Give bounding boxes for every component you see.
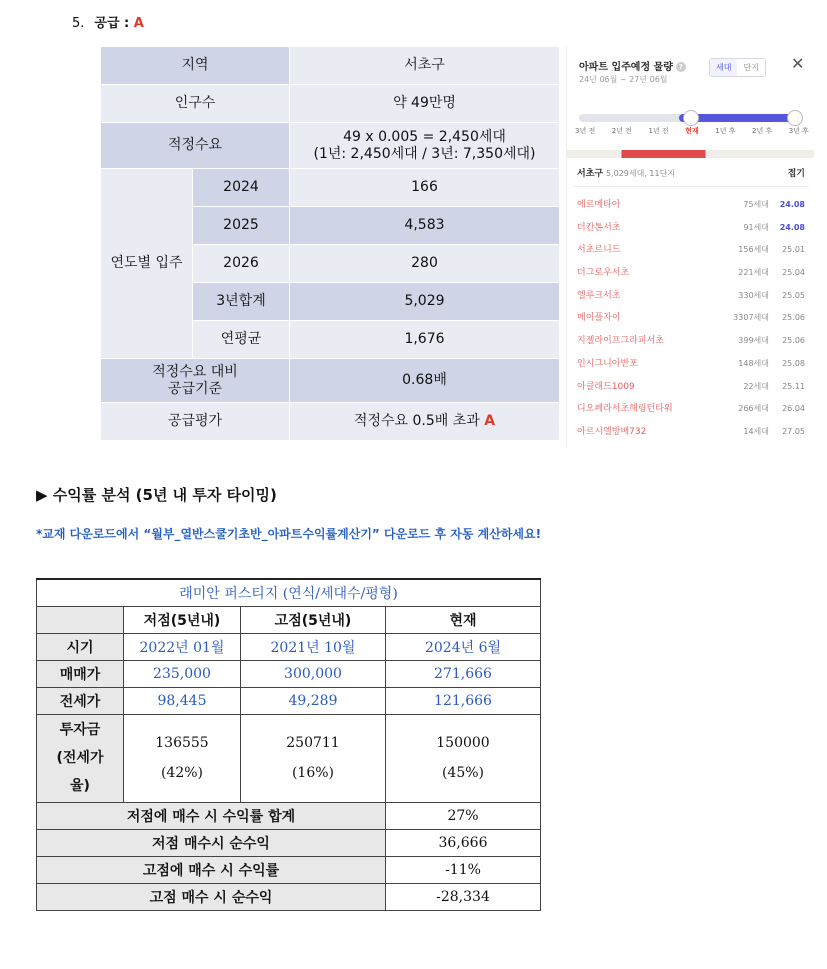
complex-households: 266세대	[738, 404, 769, 414]
annual-average-value: 1,676	[290, 321, 560, 359]
range-slider-start-handle[interactable]	[683, 110, 699, 126]
period-current: 2024년 6월	[386, 633, 541, 660]
panel-title-text: 아파트 입주예정 물량	[579, 62, 673, 73]
year-2026: 2026	[193, 245, 290, 283]
investment-low-ratio: (42%)	[160, 765, 204, 781]
annual-average: 연평균	[193, 321, 290, 359]
complex-move-in-date: 25.05	[782, 290, 805, 300]
complex-list-item[interactable]	[577, 239, 805, 262]
yearly-label: 연도별 입주	[101, 169, 193, 359]
investment-current-amount: 150000	[436, 735, 490, 751]
period-high: 2021년 10월	[241, 633, 386, 660]
complex-name: 지젤라이프그라피서초	[577, 336, 664, 347]
demand-formula: 49 x 0.005 = 2,450세대	[343, 128, 506, 145]
jeonse-low: 98,445	[124, 687, 241, 714]
year-2024: 2024	[193, 169, 290, 207]
complex-name: 아클래드1009	[577, 381, 635, 392]
complex-move-in-date: 25.01	[782, 245, 805, 255]
row-label-jeonse: 전세가	[37, 687, 124, 714]
ratio-value: 0.68배	[290, 359, 560, 403]
tick-label: 2년 후	[752, 127, 773, 135]
supply-table	[100, 46, 560, 441]
jeonse-current: 121,666	[386, 687, 541, 714]
tick-label: 3년 후	[788, 127, 809, 135]
summary-high-return-value: -11%	[386, 856, 541, 883]
row-label-investment	[37, 714, 124, 802]
complex-move-in-date: 25.06	[782, 336, 805, 346]
return-table	[36, 578, 541, 911]
complex-households: 148세대	[738, 358, 769, 368]
region-value: 서초구	[290, 47, 560, 85]
panel-title	[579, 58, 686, 73]
three-year-total-value: 5,029	[290, 283, 560, 321]
complex-list-item[interactable]	[577, 353, 805, 376]
evaluation-grade: A	[484, 413, 496, 429]
complex-move-in-date: 25.06	[782, 313, 805, 323]
complex-move-in-date: 26.04	[782, 404, 805, 414]
summary-low-profit-value: 36,666	[386, 829, 541, 856]
complex-households: 3307세대	[733, 313, 769, 323]
jeonse-high: 49,289	[241, 687, 386, 714]
investment-current-ratio: (45%)	[441, 765, 485, 781]
investment-high-amount: 250711	[286, 735, 340, 751]
year-2025-value: 4,583	[290, 207, 560, 245]
panel-period: 24년 06월 ~ 27년 06월	[579, 75, 668, 84]
unit-toggle[interactable]	[709, 58, 766, 77]
complex-name: 인시그니아반포	[577, 358, 638, 369]
complex-move-in-date: 25.11	[782, 381, 805, 391]
complex-households: 91세대	[743, 222, 769, 232]
header-corner	[37, 606, 124, 633]
complex-name: 서초르니드	[577, 245, 621, 256]
evaluation-value	[290, 403, 560, 441]
summary-low-return-label: 저점에 매수 시 수익률 합계	[37, 802, 386, 829]
complex-name: 더칸톤서초	[577, 222, 621, 233]
complex-name: 아르시엘방배732	[577, 426, 647, 437]
tick-label: 3년 전	[575, 127, 596, 135]
tick-label-current: 현재	[685, 127, 699, 135]
header-high: 고점(5년내)	[241, 606, 386, 633]
complex-move-in-date: 25.08	[782, 358, 805, 368]
investment-high-ratio: (16%)	[291, 765, 335, 781]
sale-current: 271,666	[386, 660, 541, 687]
slider-ticks	[575, 126, 809, 136]
investment-high	[241, 714, 386, 802]
return-table-caption: 래미안 퍼스티지 (연식/세대수/평형)	[37, 579, 541, 606]
section-title: 공급 :	[94, 16, 134, 31]
summary-low-profit-label: 저점 매수시 순수익	[37, 829, 386, 856]
complex-list-item[interactable]	[577, 376, 805, 399]
complex-list-item[interactable]	[577, 217, 805, 240]
investment-label-line1: 투자금	[59, 722, 101, 738]
complex-name: 메이플자이	[577, 313, 621, 324]
complex-name: 에르메타아	[577, 200, 621, 210]
complex-move-in-date: 24.08	[779, 222, 805, 232]
complex-name: 디오페라서초해링턴타워	[577, 404, 673, 415]
ratio-label	[101, 359, 290, 403]
complex-list-item[interactable]	[577, 330, 805, 353]
header-current: 현재	[386, 606, 541, 633]
complex-list-item[interactable]	[577, 307, 805, 330]
year-2026-value: 280	[290, 245, 560, 283]
population-label: 인구수	[101, 85, 290, 123]
ratio-label-line1: 적정수요 대비	[152, 363, 238, 380]
section-number: 5.	[72, 16, 85, 31]
summary-high-profit-value: -28,334	[386, 883, 541, 910]
header-low: 저점(5년내)	[124, 606, 241, 633]
complex-households: 22세대	[743, 381, 769, 391]
complex-list-item[interactable]	[577, 285, 805, 308]
complex-list-item[interactable]	[577, 262, 805, 285]
map-strip	[567, 150, 814, 158]
period-low: 2022년 01월	[124, 633, 241, 660]
row-label-period: 시기	[37, 633, 124, 660]
toggle-complexes[interactable]: 단지	[743, 63, 759, 72]
sale-high: 300,000	[241, 660, 386, 687]
region-label: 지역	[101, 47, 290, 85]
complex-households: 330세대	[738, 290, 769, 300]
complex-households: 399세대	[738, 336, 769, 346]
calculator-note: *교재 다운로드에서 “월부_열반스쿨기초반_아파트수익률계산기” 다운로드 후 자동 계산하세요!	[36, 527, 542, 541]
ratio-label-line2: 공급기준	[167, 380, 223, 397]
sale-low: 235,000	[124, 660, 241, 687]
fold-button[interactable]: 접기	[787, 169, 805, 179]
summary-high-profit-label: 고점 매수 시 순수익	[37, 883, 386, 910]
demand-value	[290, 123, 560, 169]
tick-label: 1년 전	[648, 127, 669, 135]
demand-label: 적정수요	[101, 123, 290, 169]
complex-move-in-date: 27.05	[782, 426, 805, 436]
investment-label-line3: 율)	[70, 778, 90, 794]
evaluation-text: 적정수요 0.5배 초과	[353, 413, 480, 429]
supply-grade: A	[133, 16, 144, 31]
demand-breakdown: (1년: 2,450세대 / 3년: 7,350세대)	[313, 145, 536, 162]
move-in-panel	[566, 46, 813, 448]
complex-households: 221세대	[738, 268, 769, 278]
summary-district: 서초구	[577, 169, 604, 179]
tick-label: 2년 전	[611, 127, 632, 135]
summary-low-return-value: 27%	[386, 802, 541, 829]
range-slider-end-handle[interactable]	[787, 110, 803, 126]
return-analysis-title: ▶ 수익률 분석 (5년 내 투자 타이밍)	[36, 486, 277, 504]
section-heading-supply	[72, 12, 144, 31]
complex-households: 75세대	[743, 200, 769, 209]
district-summary	[577, 166, 805, 179]
complex-list	[577, 194, 805, 444]
tick-label: 1년 후	[715, 127, 736, 135]
row-label-sale: 매매가	[37, 660, 124, 687]
investment-current	[386, 714, 541, 802]
complex-list-item[interactable]	[577, 421, 805, 444]
summary-high-return-label: 고점에 매수 시 수익률	[37, 856, 386, 883]
complex-households: 156세대	[738, 245, 769, 255]
complex-name: 엘루크서초	[577, 290, 621, 301]
summary-detail: 5,029세대, 11단지	[605, 169, 676, 178]
complex-move-in-date: 24.08	[779, 200, 805, 209]
complex-move-in-date: 25.04	[782, 268, 805, 278]
complex-name: 더그로우서초	[577, 268, 630, 279]
complex-list-item[interactable]	[577, 398, 805, 421]
evaluation-label: 공급평가	[101, 403, 290, 441]
year-2025: 2025	[193, 207, 290, 245]
three-year-total: 3년합계	[193, 283, 290, 321]
complex-households: 14세대	[743, 426, 769, 436]
complex-list-item[interactable]	[577, 194, 805, 217]
population-value: 약 49만명	[290, 85, 560, 123]
investment-label-line2: (전세가	[56, 750, 104, 766]
investment-low-amount: 136555	[155, 735, 209, 751]
year-2024-value: 166	[290, 169, 560, 207]
toggle-households[interactable]: 세대	[710, 59, 737, 76]
investment-low	[124, 714, 241, 802]
close-icon[interactable]: ✕	[791, 54, 805, 73]
divider	[573, 186, 809, 187]
info-icon[interactable]: ?	[676, 62, 686, 72]
